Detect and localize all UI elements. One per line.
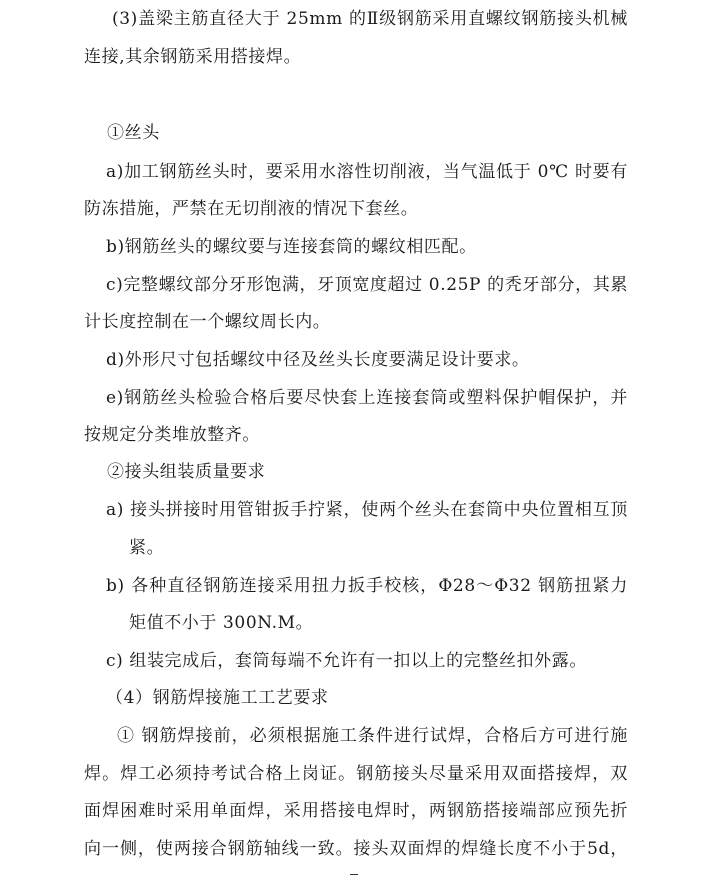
text-line: 焊。焊工必须持考试合格上岗证。钢筋接头尽量采用双面搭接焊，双 bbox=[84, 764, 628, 784]
text-line: 矩值不小于 300N.M。 bbox=[129, 613, 314, 633]
text-line: d)外形尺寸包括螺纹中径及丝头长度要满足设计要求。 bbox=[106, 350, 530, 370]
text-line: 连接,其余钢筋采用搭接焊。 bbox=[84, 47, 302, 67]
page-footer-mark bbox=[350, 874, 358, 875]
text-line: b)钢筋丝头的螺纹要与连接套筒的螺纹相匹配。 bbox=[106, 237, 477, 257]
text-line: c) 组装完成后，套筒每端不允许有一扣以上的完整丝扣外露。 bbox=[106, 651, 587, 671]
text-line: a)加工钢筋丝头时，要采用水溶性切削液，当气温低于 0℃ 时要有 bbox=[106, 162, 628, 182]
text-line: b) 各种直径钢筋连接采用扭力扳手校核，Φ28～Φ32 钢筋扭紧力 bbox=[106, 576, 628, 596]
text-line: 向一侧，使两接合钢筋轴线一致。接头双面焊的焊缝长度不小于5d， bbox=[84, 839, 628, 859]
text-line: ① 钢筋焊接前，必须根据施工条件进行试焊，合格后方可进行施 bbox=[117, 726, 628, 746]
text-line: c)完整螺纹部分牙形饱满，牙顶宽度超过 0.25P 的秃牙部分，其累 bbox=[106, 275, 628, 295]
text-line: (3)盖梁主筋直径大于 25mm 的Ⅱ级钢筋采用直螺纹钢筋接头机械 bbox=[112, 9, 628, 29]
section-heading: ①丝头 bbox=[107, 123, 160, 143]
section-heading: （4）钢筋焊接施工工艺要求 bbox=[106, 688, 329, 708]
text-line: 防冻措施，严禁在无切削液的情况下套丝。 bbox=[84, 199, 419, 219]
section-heading: ②接头组装质量要求 bbox=[107, 462, 266, 482]
text-line: 按规定分类堆放整齐。 bbox=[84, 425, 260, 445]
text-line: a) 接头拼接时用管钳扳手拧紧，使两个丝头在套筒中央位置相互顶 bbox=[106, 500, 628, 520]
text-line: 紧。 bbox=[129, 538, 165, 558]
text-line: 计长度控制在一个螺纹周长内。 bbox=[84, 312, 331, 332]
text-line: e)钢筋丝头检验合格后要尽快套上连接套筒或塑料保护帽保护，并 bbox=[106, 388, 628, 408]
text-line: 面焊困难时采用单面焊，采用搭接电焊时，两钢筋搭接端部应预先折 bbox=[84, 801, 628, 821]
